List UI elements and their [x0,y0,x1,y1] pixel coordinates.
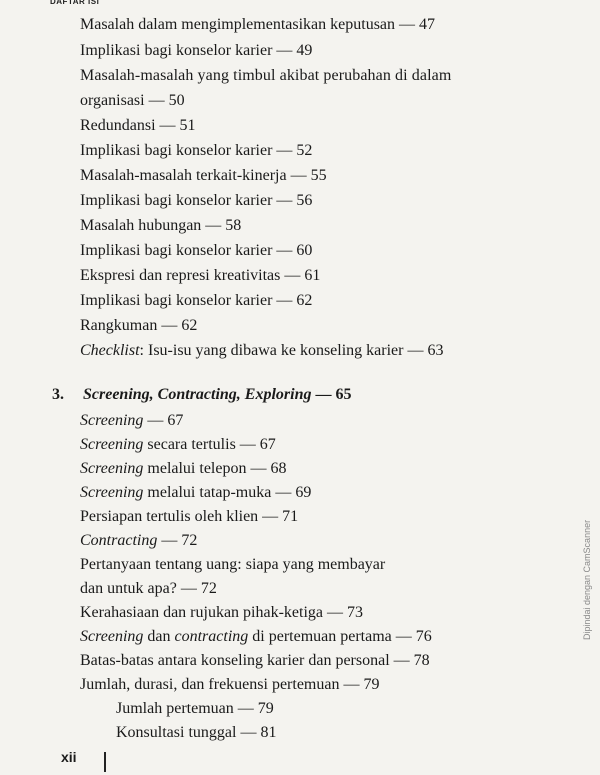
toc-entry: Implikasi bagi konselor karier — 52 [80,142,313,159]
toc-entry: Jumlah, durasi, dan frekuensi pertemuan — 79 [80,676,380,693]
running-head: DAFTAR ISI [50,0,100,6]
toc-entry: organisasi — 50 [80,92,185,109]
toc-entry: Implikasi bagi konselor karier — 56 [80,192,313,209]
toc-entry: Ekspresi dan represi kreativitas — 61 [80,267,321,284]
toc-entry: Screening melalui tatap-muka — 69 [80,484,312,501]
toc-entry: Implikasi bagi konselor karier — 49 [80,42,313,59]
toc-entry: Persiapan tertulis oleh klien — 71 [80,508,299,525]
toc-entry: Screening — 67 [80,412,184,429]
toc-entry: Rangkuman — 62 [80,317,198,334]
toc-entry: Pertanyaan tentang uang: siapa yang membayar [80,556,386,573]
toc-entry: Screening melalui telepon — 68 [80,460,287,477]
toc-entry: Contracting — 72 [80,532,198,549]
toc-entry: dan untuk apa? — 72 [80,580,217,597]
toc-entry: Screening dan contracting di pertemuan pertama — 76 [80,628,432,645]
chapter-title: Screening, Contracting, Exploring — 65 [83,386,352,403]
scanner-watermark: Dipindai dengan CamScanner [582,519,592,640]
toc-entry: Redundansi — 51 [80,117,196,134]
toc-subentry: Jumlah pertemuan — 79 [116,700,274,717]
toc-entry: Masalah-masalah yang timbul akibat perubahan di dalam [80,67,452,84]
page-number: xii [61,749,77,765]
toc-subentry: Konsultasi tunggal — 81 [116,724,277,741]
toc-entry: Implikasi bagi konselor karier — 60 [80,242,313,259]
toc-entry: Masalah dalam mengimplementasikan keputusan — 47 [80,16,436,33]
margin-rule [104,752,106,772]
toc-entry: Masalah-masalah terkait-kinerja — 55 [80,167,327,184]
chapter-number: 3. [52,386,64,403]
toc-entry: Batas-batas antara konseling karier dan personal — 78 [80,652,430,669]
toc-entry: Implikasi bagi konselor karier — 62 [80,292,313,309]
toc-entry: Screening secara tertulis — 67 [80,436,276,453]
toc-entry: Masalah hubungan — 58 [80,217,242,234]
toc-entry: Kerahasiaan dan rujukan pihak-ketiga — 73 [80,604,364,621]
toc-entry: Checklist: Isu-isu yang dibawa ke konseling karier — 63 [80,342,444,359]
